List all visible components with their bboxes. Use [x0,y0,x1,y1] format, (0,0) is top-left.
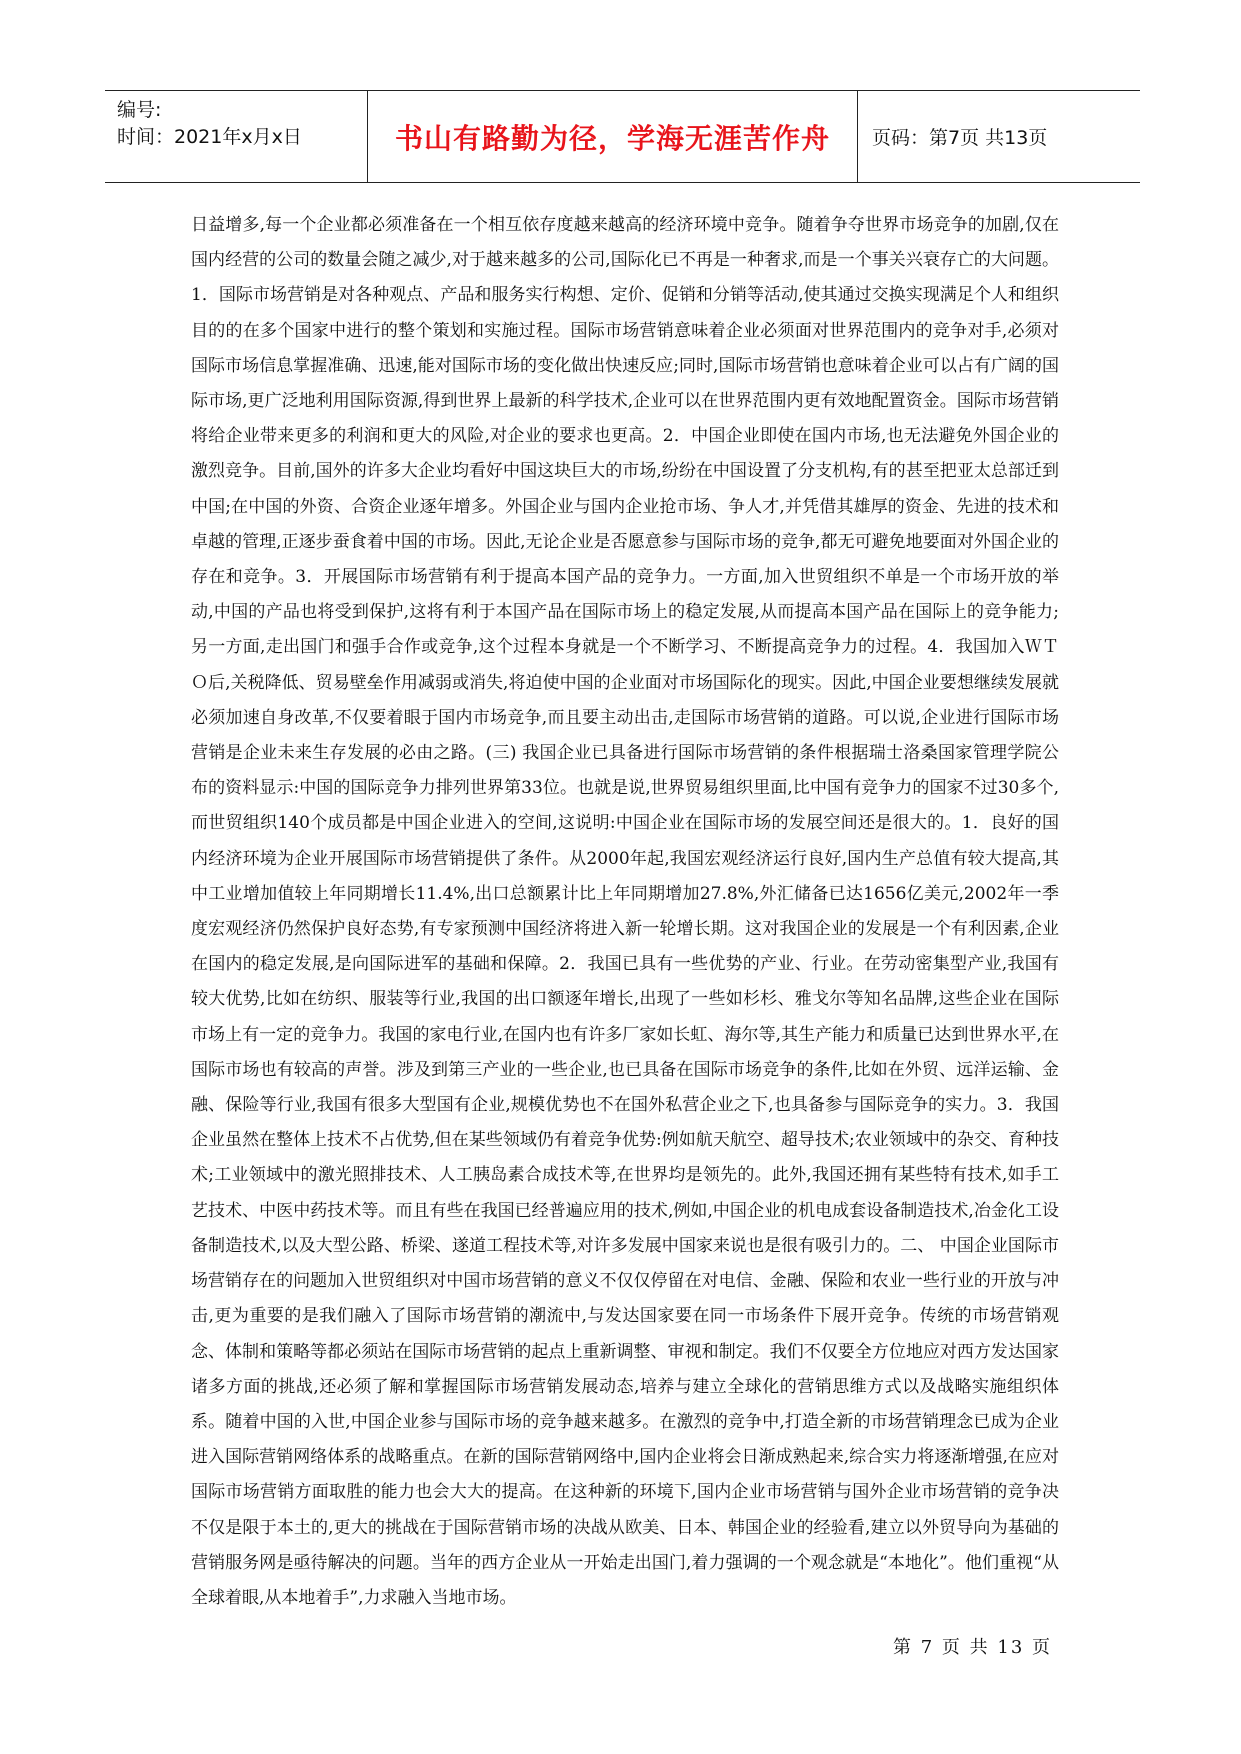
document-header [105,90,1140,183]
header-page-number: 页码：第7页 共13页 [872,127,1048,149]
body-paragraph: 日益增多,每一个企业都必须准备在一个相互依存度越来越高的经济环境中竞争。随着争夺世界市场竞争的加剧,仅在国内经营的公司的数量会随之减少,对于越来越多的公司,国际化已不再是一种奢求,而是一个事关兴衰存亡的大问题。1．国际市场营销是对各种观点、产品和服务实行构想、定价、促销和分销等活动,使其通过交换实现满足个人和组织目的的在多个国家中进行的整个策划和实施过程。国际市场营销意味着企业必须面对世界范围内的竞争对手,必须对国际市场信息掌握准确、迅速,能对国际市场的变化做出快速反应;同时,国际市场营销也意味着企业可以占有广阔的国际市场,更广泛地利用国际资源,得到世界上最新的科学技术,企业可以在世界范围内更有效地配置资金。国际市场营销将给企业带来更多的利润和更大的风险,对企业的要求也更高。2．中国企业即使在国内市场,也无法避免外国企业的激烈竞争。目前,国外的许多大企业均看好中国这块巨大的市场,纷纷在中国设置了分支机构,有的甚至把亚太总部迁到中国;在中国的外资、合资企业逐年增多。外国企业与国内企业抢市场、争人才,并凭借其雄厚的资金、先进的技术和卓越的管理,正逐步蚕食着中国的市场。因此,无论企业是否愿意参与国际市场的竞争,都无可避免地要面对外国企业的存在和竞争。3．开展国际市场营销有利于提高本国产品的竞争力。一方面,加入世贸组织不单是一个市场开放的举动,中国的产品也将受到保护,这将有利于本国产品在国际市场上的稳定发展,从而提高本国产品在国际上的竞争能力;另一方面,走出国门和强手合作或竞争,这个过程本身就是一个不断学习、不断提高竞争力的过程。4．我国加入ＷＴＯ后,关税降低、贸易壁垒作用减弱或消失,将迫使中国的企业面对市场国际化的现实。因此,中国企业要想继续发展就必须加速自身改革,不仅要着眼于国内市场竞争,而且要主动出击,走国际市场营销的道路。可以说,企业进行国际市场营销是企业未来生存发展的必由之路。(三) 我国企业已具备进行国际市场营销的条件根据瑞士洛桑国家管理学院公布的资料显示:中国的国际竞争力排列世界第33位。也就是说,世界贸易组织里面,比中国有竞争力的国家不过30多个,而世贸组织140个成员都是中国企业进入的空间,这说明:中国企业在国际市场的发展空间还是很大的。1．良好的国内经济环境为企业开展国际市场营销提供了条件。从2000年起,我国宏观经济运行良好,国内生产总值有较大提高,其中工业增加值较上年同期增长11.4%,出口总额累计比上年同期增加27.8%,外汇储备已达1656亿美元,2002年一季度宏观经济仍然保护良好态势,有专家预测中国经济将进入新一轮增长期。这对我国企业的发展是一个有利因素,企业在国内的稳定发展,是向国际进军的基础和保障。2．我国已具有一些优势的产业、行业。在劳动密集型产业,我国有较大优势,比如在纺织、服装等行业,我国的出口额逐年增长,出现了一些如杉杉、雅戈尔等知名品牌,这些企业在国际市场上有一定的竞争力。我国的家电行业,在国内也有许多厂家如长虹、海尔等,其生产能力和质量已达到世界水平,在国际市场也有较高的声誉。涉及到第三产业的一些企业,也已具备在国际市场竞争的条件,比如在外贸、远洋运输、金融、保险等行业,我国有很多大型国有企业,规模优势也不在国外私营企业之下,也具备参与国际竞争的实力。3．我国企业虽然在整体上技术不占优势,但在某些领域仍有着竞争优势:例如航天航空、超导技术;农业领域中的杂交、育种技术;工业领域中的激光照排技术、人工胰岛素合成技术等,在世界均是领先的。此外,我国还拥有某些特有技术,如手工艺技术、中医中药技术等。而且有些在我国已经普遍应用的技术,例如,中国企业的机电成套设备制造技术,冶金化工设备制造技术,以及大型公路、桥梁、遂道工程技术等,对许多发展中国家来说也是很有吸引力的。二、 中国企业国际市场营销存在的问题加入世贸组织对中国市场营销的意义不仅仅停留在对电信、金融、保险和农业一些行业的开放与冲击,更为重要的是我们融入了国际市场营销的潮流中,与发达国家要在同一市场条件下展开竞争。传统的市场营销观念、体制和策略等都必须站在国际市场营销的起点上重新调整、审视和制定。我们不仅要全方位地应对西方发达国家诸多方面的挑战,还必须了解和掌握国际市场营销发展动态,培养与建立全球化的营销思维方式以及战略实施组织体系。随着中国的入世,中国企业参与国际市场的竞争越来越多。在激烈的竞争中,打造全新的市场营销理念已成为企业进入国际营销网络体系的战略重点。在新的国际营销网络中,国内企业将会日渐成熟起来,综合实力将逐渐增强,在应对国际市场营销方面取胜的能力也会大大的提高。在这种新的环境下,国内企业市场营销与国外企业市场营销的竞争决不仅是限于本土的,更大的挑战在于国际营销市场的决战从欧美、日本、韩国企业的经验看,建立以外贸导向为基础的营销服务网是亟待解决的问题。当年的西方企业从一开始走出国门,着力强调的一个观念就是“本地化”。他们重视“从全球着眼,从本地着手”,力求融入当地市场。 [191,215,1059,1608]
header-page-cell [858,91,1140,182]
document-time-label: 时间：2021年x月x日 [117,126,302,148]
footer-page-number: 第 7 页 共 13 页 [893,1637,1052,1658]
header-motto: 书山有路勤为径，学海无涯苦作舟 [394,121,830,155]
header-motto-cell [368,91,858,182]
header-info-cell [105,91,368,182]
document-number-label: 编号: [117,99,162,121]
